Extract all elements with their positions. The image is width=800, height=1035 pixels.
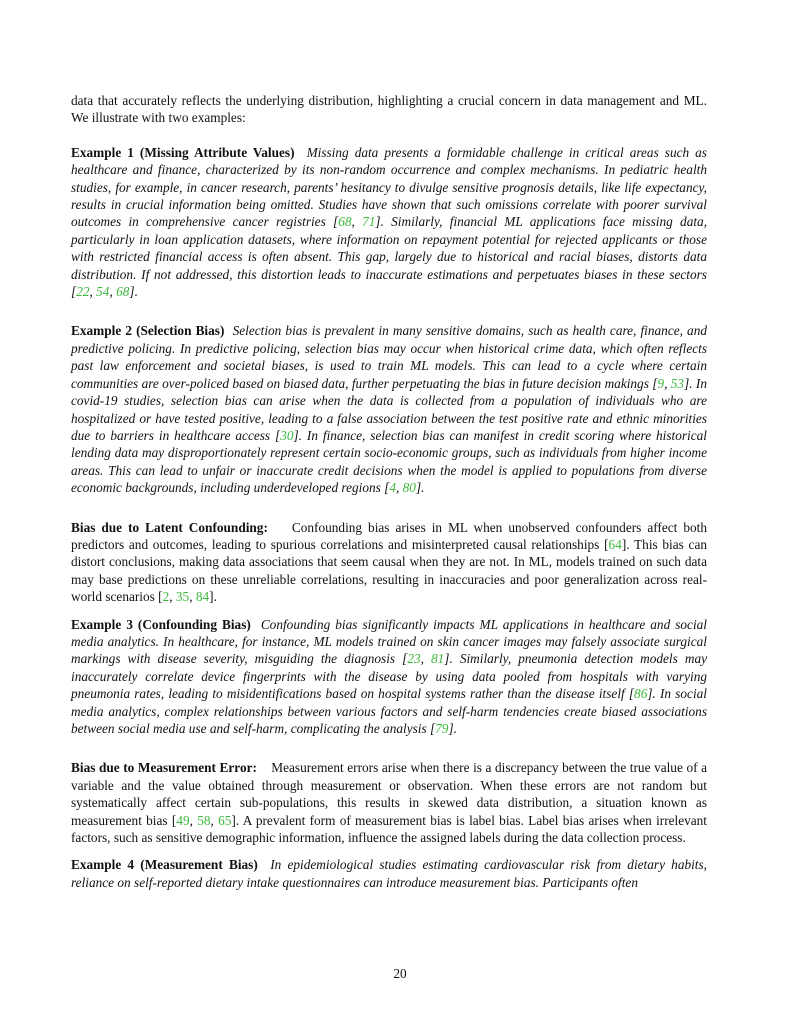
latent-confounding-paragraph: Bias due to Latent Confounding: Confounding bias arises in ML when unobserved confounders affect both predictors and outcomes, leading to spurious correlations and misinterpreted causal relationships [64]. This bias can distort conclusions, making data associations that seem causal when they are not. In ML, models trained on such data may base predictions on these unreliable correlations, resulting in inaccuracies and poor generalization across real-world scenarios [2, 35, 84]. xyxy=(71,519,707,605)
citation-link[interactable]: 35 xyxy=(175,589,190,605)
example-4-body: In epidemiological studies estimating cardiovascular risk from dietary habits, reliance on self-reported dietary intake questionnaires can introduce measurement bias. Participants often xyxy=(71,857,708,890)
citation-link[interactable]: 65 xyxy=(218,812,232,828)
example-1-heading: Example 1 (Missing Attribute Values) xyxy=(71,144,295,160)
citation-link[interactable]: 86 xyxy=(634,686,648,702)
citation-link[interactable]: 68 xyxy=(116,284,130,300)
page-content xyxy=(71,92,707,891)
measurement-error-heading: Bias due to Measurement Error: xyxy=(71,760,257,776)
example-2-body: Selection bias is prevalent in many sensitive domains, such as health care, finance, and predictive policing. In predictive policing, selection bias may occur when historical crime data, which often reflects past law enforcement and societal biases, is used to train ML models. This can lead to a cycle where certain communities are over-policed based on biased data, further perpetuating the bias in future decision makings [9, 53]. In covid-19 studies, selection bias can arise when the data is collected from a population of individuals who are hospitalized or have tested positive, leading to a false association between the test positive rate and ethnic minorities due to barriers in healthcare access [30]. In finance, selection bias can manifest in credit scoring where historical lending data may disproportionately represent certain socio-economic groups, such as individuals from higher income areas. This can lead to unfair or inaccurate credit decisions when the model is applied to populations from diverse economic backgrounds, including underdeveloped regions [4, 80]. xyxy=(71,323,707,496)
example-3-heading: Example 3 (Confounding Bias) xyxy=(71,616,251,632)
example-3-paragraph xyxy=(71,616,707,738)
example-3-body: Confounding bias significantly impacts ML applications in healthcare and social media analytics. In healthcare, for instance, ML models trained on skin cancer images may falsely associate surgical markings with disease severity, misguiding the diagnosis [23, 81]. Similarly, pneumonia detection models may inaccurately correlate device fingerprints with the disease by using data pooled from hospitals with varying pneumonia rates, leading to misidentifications based on hospital systems rather than the disease itself [86]. In social media analytics, complex relationships between various factors and self-harm tendencies create biased associations between social media use and self-harm, complicating the analysis [79]. xyxy=(71,616,708,736)
measurement-error-paragraph: Bias due to Measurement Error: Measurement errors arise when there is a discrepancy between the true value of a variable and the value obtained through measurement or observation. When these errors are not random but systematically affect certain sub-populations, this results in skewed data distribution, a situation known as measurement bias [49, 58, 65]. A prevalent form of measurement bias is label bias. Label bias arises when irrelevant factors, such as sensitive demographic information, influence the assigned labels during the data collection process. xyxy=(71,760,708,846)
latent-confounding-heading: Bias due to Latent Confounding: xyxy=(71,519,268,535)
citation-link[interactable]: 2 xyxy=(162,589,170,605)
citation-link[interactable]: 68 xyxy=(338,214,352,230)
citation-link[interactable]: 49 xyxy=(176,812,190,828)
example-1-body: Missing data presents a formidable challenge in critical areas such as healthcare and finance, characterized by its non-random occurrence and complex mechanisms. In pediatric health studies, for example, in cancer research, parents’ hesitancy to divulge sensitive prognosis details, like life expectancy, results in crucial information being omitted. Studies have shown that such omissions correlate with poorer survival outcomes in comprehensive cancer registries [68, 71]. Similarly, financial ML applications face missing data, particularly in loan application datasets, where information on repayment potential for rejected applicants or those with restricted financial access is often absent. This gap, largely due to historical and racial biases, distorts data distribution. If not addressed, this distortion leads to inaccurate estimations and perpetuates biases in these sectors [22, 54, 68]. xyxy=(71,144,708,300)
citation-link[interactable]: 9 xyxy=(657,375,665,391)
example-2-heading: Example 2 (Selection Bias) xyxy=(71,323,225,339)
citation-link[interactable]: 71 xyxy=(362,214,376,230)
page-number: 20 xyxy=(393,966,407,981)
example-1-paragraph xyxy=(71,144,707,301)
example-4-paragraph xyxy=(71,856,707,891)
citation-link[interactable]: 58 xyxy=(197,812,211,828)
citation-link[interactable]: 23 xyxy=(407,651,421,667)
citation-link[interactable]: 4 xyxy=(389,480,396,496)
citation-link[interactable]: 22 xyxy=(76,284,90,300)
example-4-heading: Example 4 (Measurement Bias) xyxy=(71,857,258,873)
citation-link[interactable]: 64 xyxy=(608,536,622,552)
intro-paragraph: data that accurately reflects the underlying distribution, highlighting a crucial concern in data management and ML. We illustrate with two examples: xyxy=(71,93,707,126)
citation-link[interactable]: 54 xyxy=(96,284,110,300)
citation-link[interactable]: 30 xyxy=(280,427,294,443)
citation-link[interactable]: 80 xyxy=(402,480,416,496)
citation-link[interactable]: 79 xyxy=(435,721,449,736)
citation-link[interactable]: 53 xyxy=(670,375,685,391)
citation-link[interactable]: 84 xyxy=(195,589,210,605)
example-2-paragraph xyxy=(71,322,707,496)
citation-link[interactable]: 81 xyxy=(430,651,445,667)
